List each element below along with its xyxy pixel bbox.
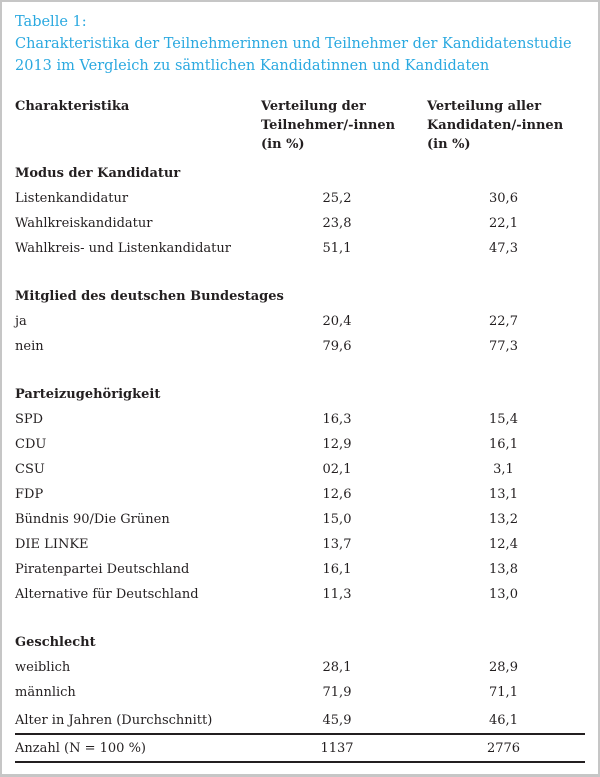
section-heading: Mitglied des deutschen Bundestages <box>15 289 284 304</box>
participants-value: 23,8 <box>322 216 352 231</box>
row-label: SPD <box>15 412 44 427</box>
table-row <box>15 655 585 680</box>
row-label: CSU <box>15 462 45 477</box>
all-candidates-value: 13,8 <box>489 562 518 577</box>
all-candidates-value: 13,1 <box>489 487 518 502</box>
table-row <box>15 432 585 457</box>
row-label: Alternative für Deutschland <box>15 587 199 602</box>
table-title-block <box>15 11 585 77</box>
column-header-charakteristika: Charakteristika <box>15 99 130 114</box>
table-row <box>15 507 585 532</box>
participants-value: 13,7 <box>322 537 352 552</box>
all-candidates-value: 2776 <box>486 740 521 756</box>
table-number-label: Tabelle 1: <box>15 14 87 30</box>
row-label: Wahlkreiskandidatur <box>15 216 153 231</box>
column-header-all-candidates: Verteilung aller Kandidaten/-innen (in %) <box>427 99 564 152</box>
row-label: CDU <box>15 437 47 452</box>
all-candidates-value: 13,0 <box>489 587 518 602</box>
table-row <box>15 309 585 334</box>
all-candidates-value: 3,1 <box>493 462 514 477</box>
table-row <box>15 680 585 705</box>
table-row <box>15 236 585 261</box>
table-row <box>15 211 585 236</box>
column-header-participants: Verteilung der Teilnehmer/-innen (in %) <box>261 99 396 152</box>
summary-row <box>15 707 585 735</box>
row-label: Piratenpartei Deutschland <box>15 562 190 577</box>
row-label: ja <box>15 314 27 329</box>
participants-value: 51,1 <box>322 241 352 256</box>
participants-value: 45,9 <box>322 712 352 728</box>
table-body <box>15 161 585 705</box>
row-label: nein <box>15 339 44 354</box>
participants-value: 20,4 <box>322 314 352 329</box>
table-title-line-2: 2013 im Vergleich zu sämtlichen Kandidatinnen und Kandidaten <box>15 58 490 74</box>
row-label: männlich <box>15 685 76 700</box>
table-row <box>15 532 585 557</box>
summary-label: Anzahl (N = 100 %) <box>15 740 146 756</box>
participants-value: 16,1 <box>322 562 352 577</box>
row-label: Wahlkreis- und Listenkandidatur <box>15 241 231 256</box>
participants-value: 12,6 <box>322 487 352 502</box>
table-row <box>15 582 585 607</box>
row-label: FDP <box>15 487 44 502</box>
table-section <box>15 630 585 705</box>
participants-value: 25,2 <box>322 191 352 206</box>
all-candidates-value: 15,4 <box>489 412 518 427</box>
all-candidates-value: 71,1 <box>489 685 518 700</box>
summary-label: Alter in Jahren (Durchschnitt) <box>15 712 213 728</box>
table-title-line-1: Charakteristika der Teilnehmerinnen und Teilnehmer der Kandidatenstudie <box>15 36 572 52</box>
participants-value: 11,3 <box>322 587 352 602</box>
table-row <box>15 407 585 432</box>
participants-value: 02,1 <box>322 462 352 477</box>
table-section <box>15 284 585 359</box>
table-row <box>15 334 585 359</box>
participants-value: 12,9 <box>322 437 352 452</box>
row-label: weiblich <box>15 660 71 675</box>
row-label: Bündnis 90/Die Grünen <box>15 512 170 527</box>
table-header-row <box>15 97 585 154</box>
participants-value: 1137 <box>320 740 354 756</box>
section-heading: Modus der Kandidatur <box>15 166 181 181</box>
all-candidates-value: 46,1 <box>489 712 518 728</box>
section-heading: Parteizugehörigkeit <box>15 387 161 402</box>
all-candidates-value: 22,7 <box>489 314 518 329</box>
all-candidates-value: 22,1 <box>489 216 518 231</box>
table-row <box>15 457 585 482</box>
all-candidates-value: 77,3 <box>489 339 518 354</box>
table-row <box>15 186 585 211</box>
participants-value: 28,1 <box>322 660 352 675</box>
table-row <box>15 482 585 507</box>
all-candidates-value: 47,3 <box>489 241 518 256</box>
table-section <box>15 382 585 607</box>
all-candidates-value: 12,4 <box>489 537 518 552</box>
table-section <box>15 161 585 261</box>
all-candidates-value: 28,9 <box>489 660 518 675</box>
participants-value: 16,3 <box>322 412 352 427</box>
section-heading: Geschlecht <box>15 635 96 650</box>
table-summary <box>15 707 585 763</box>
all-candidates-value: 13,2 <box>489 512 518 527</box>
participants-value: 15,0 <box>322 512 352 527</box>
all-candidates-value: 16,1 <box>489 437 518 452</box>
table-row <box>15 557 585 582</box>
participants-value: 79,6 <box>322 339 352 354</box>
summary-row <box>15 735 585 763</box>
row-label: DIE LINKE <box>15 537 89 552</box>
participants-value: 71,9 <box>322 685 352 700</box>
row-label: Listenkandidatur <box>15 191 129 206</box>
all-candidates-value: 30,6 <box>489 191 518 206</box>
